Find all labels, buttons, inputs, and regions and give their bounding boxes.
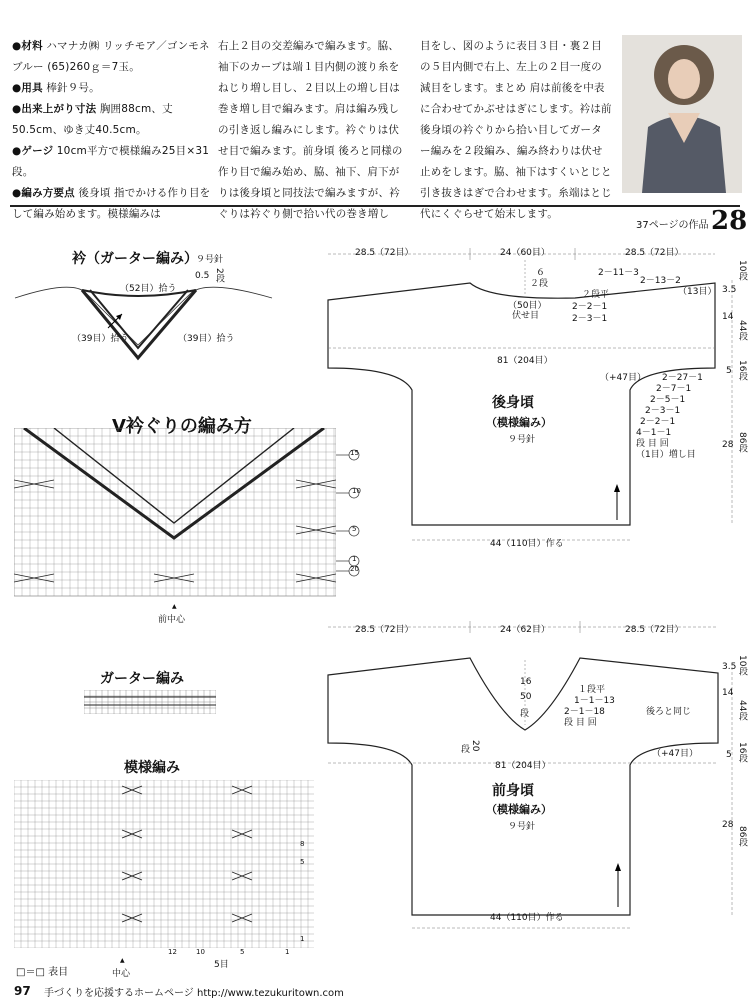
front-side-2: 14 — [722, 688, 734, 698]
back-hem: 44（110目）作る — [490, 539, 564, 549]
footer-text: 手づくりを応援するホームページ http://www.tezukuritown.com — [44, 988, 344, 999]
front-side-7: 86段 — [737, 826, 747, 847]
back-needle: ９号針 — [508, 435, 536, 445]
collar-diagram — [10, 260, 280, 370]
back-inc-4: 2－2－1 — [640, 417, 676, 427]
back-dim-left: 28.5（72目） — [355, 248, 414, 258]
front-width: 81（204目） — [495, 761, 551, 771]
back-neck-dec-2: 2－3－1 — [572, 314, 608, 324]
vneck-row-5: 5 — [352, 525, 357, 533]
back-dim-right: 28.5（72目） — [625, 248, 684, 258]
back-inc-head: （+47目） — [600, 373, 646, 383]
header-rule — [10, 205, 740, 207]
collar-needle: ９号針 — [196, 255, 224, 265]
back-inc-2: 2－5－1 — [650, 395, 686, 405]
front-hem-rows: 20 — [470, 740, 480, 752]
materials-column: ●材料 ハマナカ㈱ リッチモア／ゴンモネ ブルー (65)260ｇ＝7玉。 ●用具 棒針９号。 ●出来上がり寸法 胸囲88cm、丈50.5cm、ゆき丈40.5cm。 ●ゲージ 10cm平方で模様編み25目×31段。 ●編み方要点 後身頃 指でかける作り目をして編み始めます。模様編みは — [12, 40, 211, 220]
back-neck-bind-2: 伏せ目 — [512, 311, 540, 321]
collar-rows-2: 2段 — [214, 268, 224, 283]
front-depth-0: 16 — [520, 677, 532, 687]
back-side-4: 5 — [726, 366, 732, 376]
back-side-7: 86段 — [737, 432, 747, 453]
collar-left-pick: （39目）拾う — [72, 334, 129, 344]
front-dec-3: 段 目 回 — [564, 718, 597, 728]
vneck-row-1: 1 — [352, 555, 357, 563]
back-inc-6: 段 目 回 — [636, 439, 669, 449]
garter-chart — [84, 690, 216, 714]
back-subtitle: （模様編み） — [486, 416, 552, 429]
page-number-badge: 28 — [711, 206, 748, 236]
instructions-column-3: 目をし、図のように表目３目・裏２目の５目内側で右上、左上の２目一度の減目をします。まとめ 肩は前後を中表に合わせてかぶせはぎにします。衿は前後身頃の衿ぐりから拾い目してガーター編みを２段編み、編み終わりは伏せ止めをします。脇、袖下はすくいとじと引き抜きはぎで合わせます。糸端はとじ代にくぐらせて始末します。 — [420, 40, 612, 220]
back-inc-1: 2－7－1 — [656, 384, 692, 394]
back-neck-dec-0: ２段平 — [582, 290, 610, 300]
front-hem: 44（110目）作る — [490, 913, 564, 923]
page-ref: 37ページの作品 — [636, 220, 709, 231]
pattern-col-12: 12 — [168, 948, 177, 956]
back-side-0: 3.5 — [722, 285, 737, 295]
pattern-row-5: 5 — [300, 858, 305, 866]
back-neck-rows: ６ — [536, 268, 546, 278]
back-side-1: 10段 — [737, 260, 747, 281]
front-depth-2: 段 — [520, 709, 530, 719]
front-dim-right: 28.5（72目） — [625, 625, 684, 635]
back-side-5: 16段 — [737, 360, 747, 381]
back-inc-7: （1目）増し目 — [636, 450, 696, 460]
pattern-row-1: 1 — [300, 935, 305, 943]
front-dim-left: 28.5（72目） — [355, 625, 414, 635]
vneck-row-15: 15 — [350, 449, 359, 457]
back-shoulder-0: 2－11－3 — [598, 268, 639, 278]
pattern-col-10: 10 — [196, 948, 205, 956]
back-shoulder-2: （13目） — [678, 287, 717, 297]
back-neck-rows-label: ２段 — [530, 279, 549, 289]
footer-page-number: 97 — [14, 984, 31, 998]
pattern-chart — [14, 780, 314, 948]
back-inc-5: 4－1－1 — [636, 428, 672, 438]
back-dim-center: 24（60目） — [500, 248, 550, 258]
back-inc-0: 2－27－1 — [662, 373, 703, 383]
front-side-6: 28 — [722, 820, 734, 830]
vneck-chart — [14, 428, 336, 600]
back-neck-dec-1: 2－2－1 — [572, 302, 608, 312]
vneck-center-label: 前中心 — [158, 615, 186, 625]
front-side-3: 44段 — [737, 700, 747, 721]
collar-rows: 0.5 — [195, 271, 210, 281]
pattern-legend: □＝□ 表目 — [16, 967, 69, 978]
front-needle: ９号針 — [508, 822, 536, 832]
front-side-0: 3.5 — [722, 662, 737, 672]
pattern-title: 模様編み — [124, 760, 180, 776]
vneck-center-arrow: ▲ — [172, 603, 177, 610]
front-same-as-back: 後ろと同じ — [646, 707, 692, 717]
front-dec-1: 1－1－13 — [574, 696, 615, 706]
back-inc-3: 2－3－1 — [645, 406, 681, 416]
front-depth-1: 50 — [520, 692, 532, 702]
front-subtitle: （模様編み） — [486, 803, 552, 816]
front-dec-0: １段平 — [578, 685, 606, 695]
back-width: 81（204目） — [497, 356, 553, 366]
collar-back-pick: （52目）拾う — [120, 284, 177, 294]
vneck-row-20: 20 — [350, 565, 359, 573]
front-inc-head: （+47目） — [652, 749, 698, 759]
front-side-1: 10段 — [737, 655, 747, 676]
collar-title: 衿（ガーター編み） — [72, 251, 198, 267]
back-side-3: 44段 — [737, 320, 747, 341]
instructions-column-2: 右上２目の交差編みで編みます。脇、袖下のカーブは端１目内側の渡り糸をねじり増し目し、２目以上の増し目は巻き増し目で編みます。肩は編み残しの引き返し編みにします。衿ぐりは伏せ目で編みます。前身頃 後ろと同様の作り目で編み始め、脇、袖下、肩下がりは後身頃と同技法で編みますが、衿ぐりは衿ぐり側で拾い代の巻き増し — [218, 40, 403, 220]
pattern-row-8: 8 — [300, 840, 305, 848]
back-title: 後身頃 — [492, 395, 534, 411]
garter-title: ガーター編み — [100, 671, 184, 687]
back-side-6: 28 — [722, 440, 734, 450]
front-hem-rows-2: 段 — [459, 744, 469, 753]
collar-right-pick: （39目）拾う — [178, 334, 235, 344]
pattern-center-label: 中心 — [112, 969, 131, 979]
pattern-center-arrow: ▲ — [120, 957, 125, 964]
front-side-4: 5 — [726, 750, 732, 760]
pattern-col-5: 5 — [240, 948, 245, 956]
front-dec-2: 2－1－18 — [564, 707, 605, 717]
vneck-row-10: 10 — [352, 487, 361, 495]
front-body-diagram — [320, 615, 750, 930]
pattern-col-1: 1 — [285, 948, 290, 956]
front-title: 前身頃 — [492, 783, 534, 799]
front-side-5: 16段 — [737, 742, 747, 763]
model-photo — [622, 35, 742, 193]
back-side-2: 14 — [722, 312, 734, 322]
back-neck-bind: （50目） — [508, 301, 547, 311]
vneck-title: V衿ぐりの編み方 — [112, 416, 252, 437]
pattern-repeat: 5目 — [214, 960, 229, 970]
back-shoulder-1: 2－13－2 — [640, 276, 681, 286]
front-dim-center: 24（62目） — [500, 625, 550, 635]
